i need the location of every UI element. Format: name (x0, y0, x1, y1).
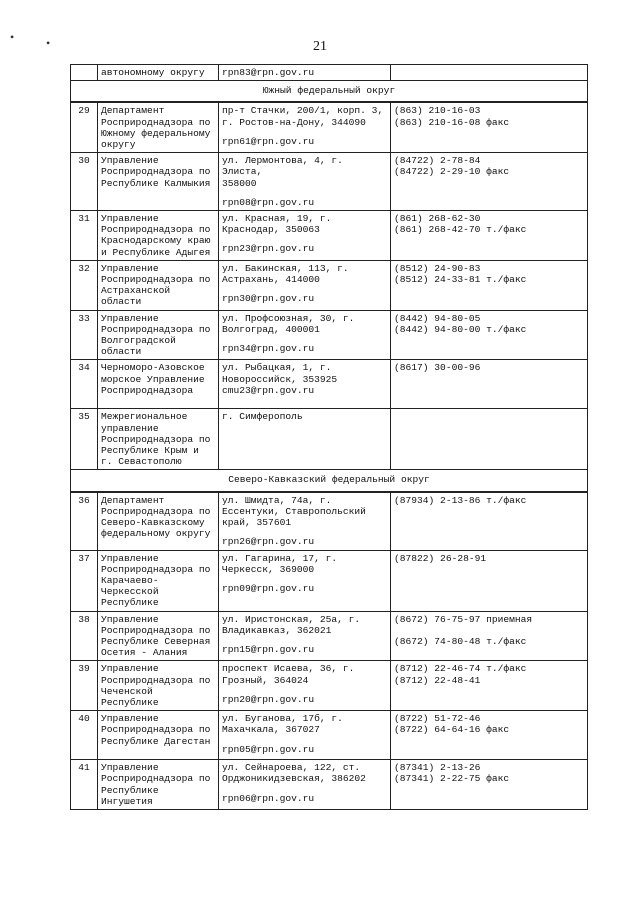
cell-address (219, 153, 391, 211)
address-text: ул. Сейнароева, 122, ст. Орджоникидзевская, 386202 (222, 762, 366, 785)
cell-phone: (87341) 2-13-26 (87341) 2-22-75 факс (391, 760, 588, 810)
table-row (71, 211, 588, 261)
cell-phone: (87934) 2-13-86 т./факс (391, 492, 588, 550)
cell-number: 31 (71, 211, 98, 261)
cell-address (219, 760, 391, 810)
section-title: Северо-Кавказский федеральный округ (71, 470, 588, 492)
cell-number (71, 65, 98, 81)
address-text: ул. Лермонтова, 4, г. Элиста, 358000 (222, 155, 343, 189)
cell-number: 36 (71, 492, 98, 550)
table-row (71, 310, 588, 360)
address-text: ул. Иристонская, 25а, г. Владикавказ, 362021 (222, 613, 361, 636)
email-text: rpn26@rpn.gov.ru (222, 536, 315, 548)
email-text: rpn30@rpn.gov.ru (222, 293, 315, 305)
cell-name: Управление Росприроднадзора по Краснодарскому краю и Республике Адыгея (98, 211, 219, 261)
scan-mark-left: • (10, 30, 15, 44)
cell-name: Черноморо-Азовское морское Управление Росприроднадзора (98, 360, 219, 409)
address-text: ул. Красная, 19, г. Краснодар, 350063 (222, 213, 332, 236)
section-heading-row (71, 81, 588, 103)
cell-name: Управление Росприроднадзора по Волгоградской области (98, 310, 219, 360)
cell-number: 32 (71, 260, 98, 310)
cell-phone: (8512) 24-90-83 (8512) 24-33-81 т./факс (391, 260, 588, 310)
cell-phone (391, 409, 588, 470)
cell-address (219, 661, 391, 711)
table-row (71, 409, 588, 470)
cell-number: 30 (71, 153, 98, 211)
email-text: rpn23@rpn.gov.ru (222, 243, 315, 255)
cell-name: Управление Росприроднадзора по Астраханской области (98, 260, 219, 310)
cell-phone: (87822) 26-28-91 (391, 550, 588, 611)
office-directory-table (70, 64, 588, 810)
email-text: rpn05@rpn.gov.ru (222, 743, 315, 755)
cell-phone: (8617) 30-00-96 (391, 360, 588, 409)
address-text: ул. Шмидта, 74а, г. Ессентуки, Ставропольский край, 357601 (222, 494, 366, 529)
table-row (71, 260, 588, 310)
address-text: ул. Бакинская, 113, г. Астрахань, 414000 (222, 262, 349, 286)
email-text: rpn06@rpn.gov.ru (222, 792, 315, 804)
section-heading-row (71, 470, 588, 492)
section-title: Южный федеральный округ (71, 81, 588, 103)
cell-name: Управление Росприроднадзора по Чеченской Республике (98, 661, 219, 711)
cell-number: 39 (71, 661, 98, 711)
address-text: пр-т Стачки, 200/1, корп. 3, г. Ростов-на-Дону, 344090 (222, 105, 384, 128)
cell-name: Управление Росприроднадзора по Карачаево-Черкесской Республике (98, 550, 219, 611)
cell-number: 33 (71, 310, 98, 360)
email-text: rpn34@rpn.gov.ru (222, 343, 315, 355)
address-text: ул. Рыбацкая, 1, г. Новороссийск, 353925 cmu23@rpn.gov.ru (222, 362, 338, 396)
email-text: rpn08@rpn.gov.ru (222, 196, 315, 208)
table-row-continuation (71, 65, 588, 81)
cell-phone: (8722) 51-72-46 (8722) 64-64-16 факс (391, 711, 588, 760)
email-text: rpn09@rpn.gov.ru (222, 582, 315, 594)
cell-number: 34 (71, 360, 98, 409)
cell-name: Межрегиональное управление Росприроднадзора по Республике Крым и г. Севастополю (98, 409, 219, 470)
address-text: проспект Исаева, 36, г. Грозный, 364024 (222, 663, 355, 686)
cell-phone: (861) 268-62-30 (861) 268-42-70 т./факс (391, 211, 588, 261)
cell-phone: (8442) 94-80-05 (8442) 94-80-00 т./факс (391, 310, 588, 360)
cell-address (219, 102, 391, 152)
table-row (71, 661, 588, 711)
cell-phone: (8672) 76-75-97 приемная (8672) 74-80-48 т./факс (391, 611, 588, 661)
table-row (71, 153, 588, 211)
scan-mark-right: • (46, 36, 51, 50)
email-text: rpn15@rpn.gov.ru (222, 643, 315, 655)
table-row (71, 492, 588, 550)
cell-name: Департамент Росприроднадзора по Северо-Кавказскому федеральному округу (98, 492, 219, 550)
table-row (71, 360, 588, 409)
cell-address (219, 611, 391, 661)
cell-phone: (8712) 22-46-74 т./факс (8712) 22-48-41 (391, 661, 588, 711)
cell-address: rpn83@rpn.gov.ru (219, 65, 391, 81)
table-row (71, 760, 588, 810)
table-row (71, 550, 588, 611)
cell-address (219, 310, 391, 360)
address-text: ул. Профсоюзная, 30, г. Волгоград, 400001 (222, 312, 355, 335)
cell-address (219, 360, 391, 409)
cell-address (219, 260, 391, 310)
cell-address (219, 550, 391, 611)
cell-number: 38 (71, 611, 98, 661)
cell-name: Департамент Росприроднадзора по Южному федеральному округу (98, 102, 219, 152)
cell-address (219, 211, 391, 261)
cell-number: 37 (71, 550, 98, 611)
table-row (71, 611, 588, 661)
cell-phone (391, 65, 588, 81)
cell-name: Управление Росприроднадзора по Республике Ингушетия (98, 760, 219, 810)
cell-number: 40 (71, 711, 98, 760)
table-row (71, 711, 588, 760)
page-number: 21 (313, 39, 327, 54)
cell-address (219, 492, 391, 550)
cell-name: Управление Росприроднадзора по Республике Дагестан (98, 711, 219, 760)
cell-name: Управление Росприроднадзора по Республике Калмыкия (98, 153, 219, 211)
cell-phone: (863) 210-16-03 (863) 210-16-08 факс (391, 102, 588, 152)
cell-number: 35 (71, 409, 98, 470)
cell-address (219, 711, 391, 760)
table-row (71, 102, 588, 152)
email-text: rpn20@rpn.gov.ru (222, 693, 315, 705)
cell-address (219, 409, 391, 470)
cell-name: Управление Росприроднадзора по Республике Северная Осетия - Алания (98, 611, 219, 661)
cell-name: автономному округу (98, 65, 219, 81)
cell-phone: (84722) 2-78-84 (84722) 2-29-10 факс (391, 153, 588, 211)
email-text: rpn61@rpn.gov.ru (222, 135, 315, 147)
address-text: ул. Буганова, 17б, г. Махачкала, 367027 (222, 713, 343, 736)
cell-number: 29 (71, 102, 98, 152)
address-text: ул. Гагарина, 17, г. Черкесск, 369000 (222, 552, 338, 575)
cell-number: 41 (71, 760, 98, 810)
address-text: г. Симферополь (222, 411, 303, 423)
